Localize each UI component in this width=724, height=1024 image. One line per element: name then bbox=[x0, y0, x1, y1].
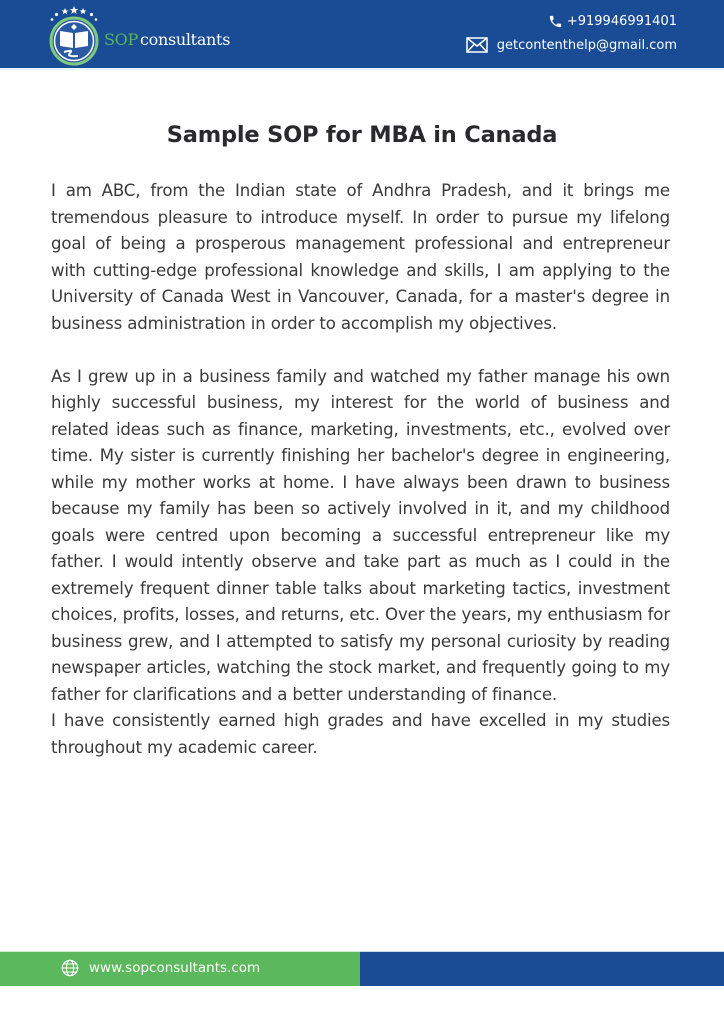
brand-wordmark bbox=[104, 30, 230, 49]
document-title: Sample SOP for MBA in Canada bbox=[166, 122, 558, 148]
paragraph-intro: I am ABC, from the Indian state of Andhra Pradesh, and it brings me tremendous pleasure to introduce myself. In order to pursue my lifelong goal of being a prosperous management professional and entrepreneur with cutting-edge professional knowledge and skills, I am applying to the University of Canada West in Vancouver, Canada, for a master's degree in business administration in order to accomplish my objectives. bbox=[51, 181, 670, 333]
header-bar bbox=[0, 0, 724, 68]
website-url: www.sopconsultants.com bbox=[89, 960, 261, 976]
phone-icon bbox=[548, 14, 563, 29]
globe-icon bbox=[61, 959, 79, 977]
phone-number: +919946991401 bbox=[566, 14, 677, 29]
header-divider bbox=[0, 68, 724, 70]
footer-right-band bbox=[360, 951, 724, 986]
envelope-icon bbox=[466, 37, 488, 53]
email-address: getcontenthelp@gmail.com bbox=[496, 37, 677, 53]
brand-consultants: consultants bbox=[139, 30, 231, 49]
paragraph-background: As I grew up in a business family and watched my father manage his own highly successful business, my interest for the world of business and related ideas such as finance, marketing, investments, etc., evolved over time. My sister is currently finishing her bachelor's degree in engineering, while my mother works at home. I have always been drawn to business because my family has been so actively involved in it, and my childhood goals were centred upon becoming a successful entrepreneur like my father. I would intently observe and take part as much as I could in the extremely frequent dinner table talks about marketing tactics, investment choices, profits, losses, and returns, etc. Over the years, my enthusiasm for business grew, and I attempted to satisfy my personal curiosity by reading newspaper articles, watching the stock market, and frequently going to my father for clarifications and a better understanding of finance. bbox=[51, 366, 670, 704]
document-body bbox=[51, 178, 670, 761]
brand-sop: SOP bbox=[104, 30, 138, 49]
phone-contact[interactable] bbox=[548, 14, 677, 29]
paragraph-academics: I have consistently earned high grades and have excelled in my studies throughout my academic career. bbox=[51, 711, 670, 757]
book-crest-logo-icon bbox=[46, 4, 102, 66]
website-link[interactable] bbox=[61, 959, 260, 977]
email-contact[interactable] bbox=[466, 37, 677, 53]
